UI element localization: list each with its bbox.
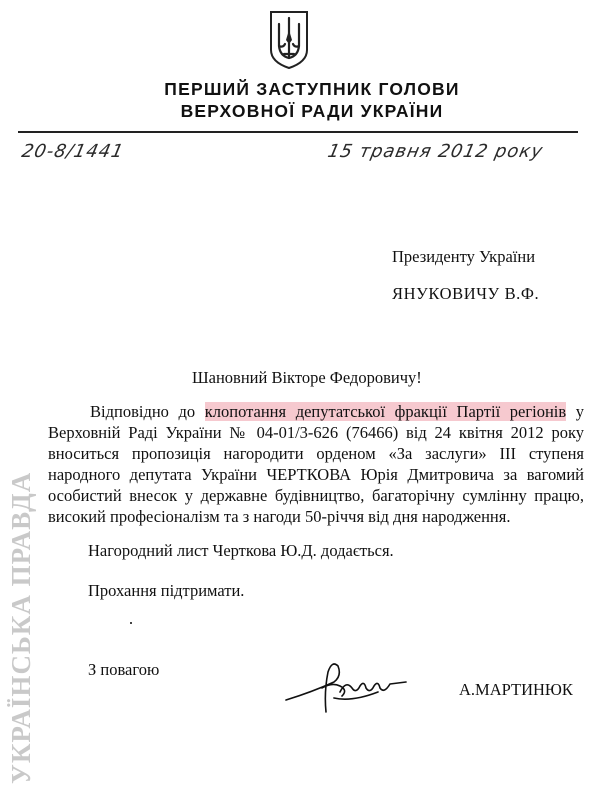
closing-phrase: З повагою bbox=[88, 660, 160, 679]
watermark-text: УКРАЇНСЬКА ПРАВДА bbox=[6, 471, 36, 784]
trident-emblem-icon bbox=[268, 10, 310, 70]
addressee-name: ЯНУКОВИЧУ В.Ф. bbox=[392, 284, 540, 303]
header-title-line1: ПЕРШИЙ ЗАСТУПНИК ГОЛОВИ bbox=[164, 79, 460, 99]
main-paragraph bbox=[48, 401, 584, 527]
addressee-title: Президенту України bbox=[392, 247, 536, 266]
highlighted-text: клопотання депутатської фракції Партії регіонів bbox=[204, 402, 567, 421]
handwritten-signature bbox=[282, 652, 412, 718]
salutation: Шановний Вікторе Федоровичу! bbox=[192, 368, 422, 387]
registration-number: 20-8/1441 bbox=[19, 141, 126, 162]
paragraph-rest: у Верховній Раді України № 04-01/3-626 (76466) від 24 квітня 2012 року вноситься пропозиція нагородити орденом «За заслуги» ІІІ ступеня народного депутата України ЧЕРТКОВА Юрія Дмитровича за вагомий особистий внесок у державне будівництво, багаторічну сумлінну працю, високий професіоналізм та з нагоди 50-річчя від дня народження. bbox=[48, 402, 584, 526]
request-note: Прохання підтримати. bbox=[88, 581, 245, 600]
paragraph-start: Відповідно до bbox=[90, 402, 205, 421]
stray-mark bbox=[130, 622, 132, 624]
header-title-line2: ВЕРХОВНОЇ РАДИ УКРАЇНИ bbox=[180, 101, 444, 121]
signer-name: А.МАРТИНЮК bbox=[459, 680, 573, 699]
enclosure-note: Нагородний лист Черткова Ю.Д. додається. bbox=[88, 541, 394, 560]
header-divider bbox=[18, 131, 578, 133]
registration-date: 15 травня 2012 року bbox=[325, 141, 546, 162]
